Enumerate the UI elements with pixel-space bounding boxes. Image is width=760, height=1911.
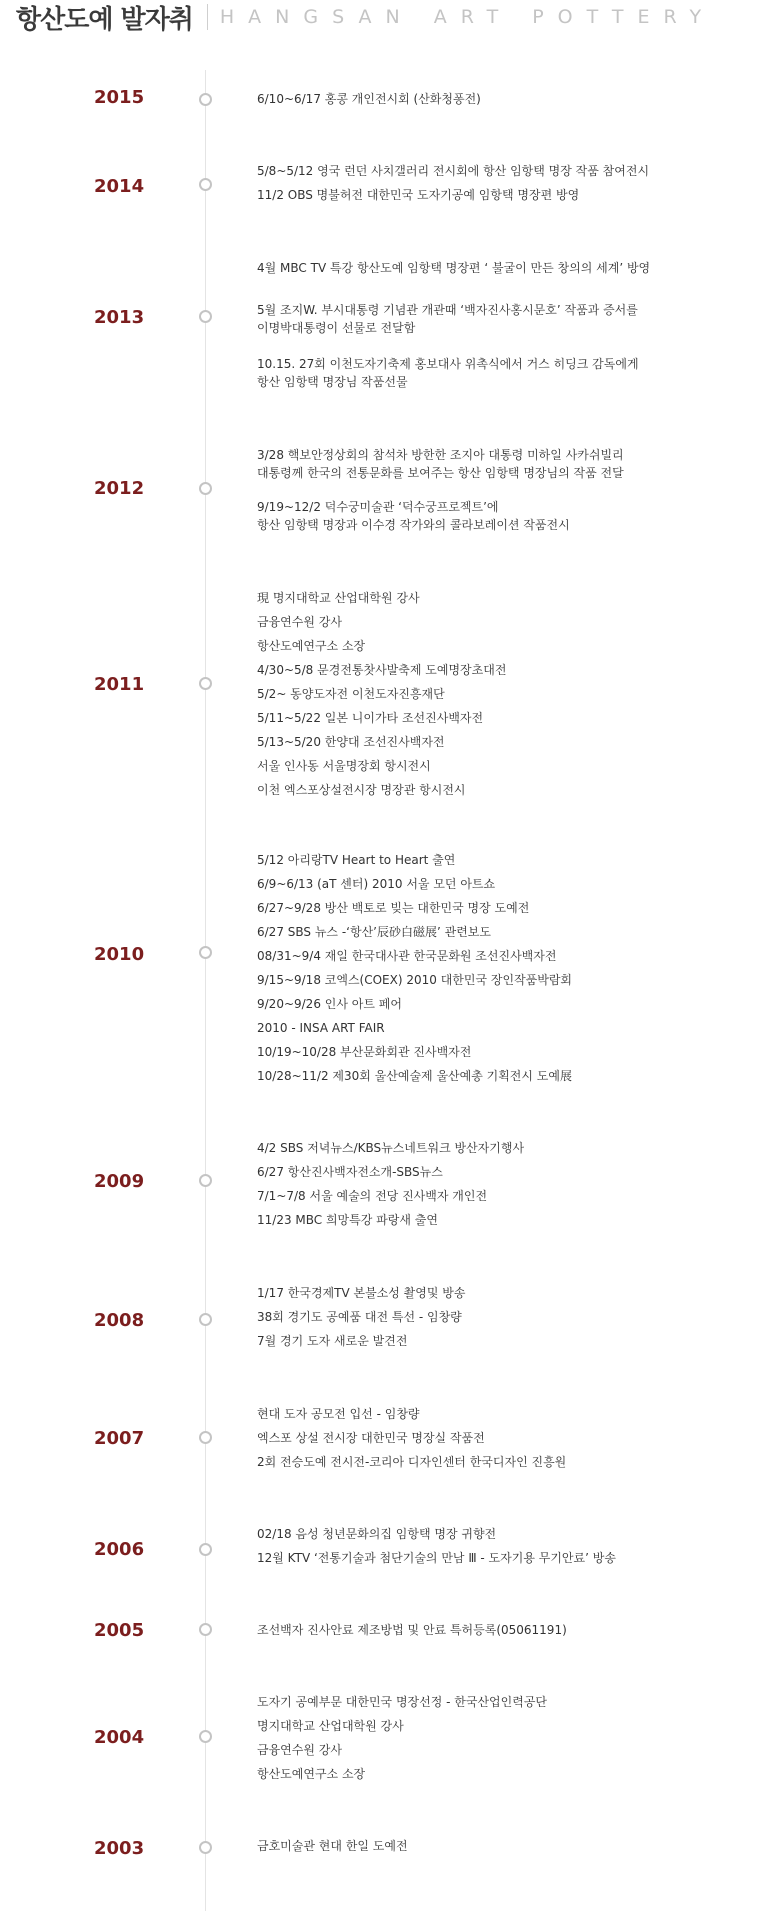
event-item: 9/15~9/18 코엑스(COEX) 2010 대한민국 장인작품박람회 [257, 973, 573, 987]
event-item: 5/11~5/22 일본 니이가타 조선진사백자전 [257, 711, 484, 725]
page-header [16, 0, 715, 34]
event-item: 2010 - INSA ART FAIR [257, 1021, 385, 1035]
timeline-dot-icon [199, 1623, 212, 1636]
event-item: 항산도예연구소 소장 [257, 639, 366, 653]
event-item: 4/30~5/8 문경전통찻사발축제 도예명장초대전 [257, 663, 507, 677]
event-item: 5/13~5/20 한양대 조선진사백자전 [257, 735, 445, 749]
timeline-dot-icon [199, 1841, 212, 1854]
timeline-dot-icon [199, 93, 212, 106]
event-item: 도자기 공예부문 대한민국 명장선정 - 한국산업인력공단 [257, 1695, 548, 1709]
event-item: 08/31~9/4 재일 한국대사관 한국문화원 조선진사백자전 [257, 949, 557, 963]
event-item: 7/1~7/8 서울 예술의 전당 진사백자 개인전 [257, 1189, 488, 1203]
year-label: 2015 [94, 87, 145, 108]
event-item: 6/27 항산진사백자전소개-SBS뉴스 [257, 1165, 443, 1179]
event-item: 5/8~5/12 영국 런던 사치갤러리 전시회에 항산 임항택 명장 작품 참여전시 [257, 164, 650, 178]
year-label: 2010 [94, 944, 145, 965]
year-label: 2006 [94, 1539, 145, 1560]
timeline-dot-icon [199, 178, 212, 191]
event-item: 엑스포 상설 전시장 대한민국 명장실 작품전 [257, 1431, 485, 1445]
year-label: 2014 [94, 176, 145, 197]
timeline-dot-icon [199, 310, 212, 323]
event-item: 이천 엑스포상설전시장 명장관 항시전시 [257, 783, 466, 797]
year-label: 2007 [94, 1428, 145, 1449]
event-item: 현대 도자 공모전 입선 - 임창량 [257, 1407, 420, 1421]
timeline-dot-icon [199, 482, 212, 495]
event-item: 9/20~9/26 인사 아트 페어 [257, 997, 402, 1011]
timeline-dot-icon [199, 1313, 212, 1326]
event-item: 12월 KTV ‘전통기술과 첨단기술의 만남 Ⅲ - 도자기용 무기안료’ 방송 [257, 1551, 616, 1565]
event-item: 항산 임항택 명장님 작품선물 [257, 375, 408, 389]
event-item: 4/2 SBS 저녁뉴스/KBS뉴스네트워크 방산자기행사 [257, 1141, 525, 1155]
year-label: 2011 [94, 674, 145, 695]
event-item: 1/17 한국경제TV 본불소성 촬영및 방송 [257, 1286, 466, 1300]
year-label: 2013 [94, 307, 145, 328]
event-item: 11/2 OBS 명불허전 대한민국 도자기공예 임항택 명장편 방영 [257, 188, 580, 202]
event-item: 이명박대통령이 선물로 전달함 [257, 321, 416, 335]
timeline-dot-icon [199, 677, 212, 690]
year-label: 2008 [94, 1310, 145, 1331]
page-subtitle: HANGSAN ART POTTERY [219, 6, 716, 28]
timeline-dot-icon [199, 1174, 212, 1187]
event-item: 9/19~12/2 덕수궁미술관 ‘덕수궁프로젝트’에 [257, 500, 499, 514]
event-item: 6/27~9/28 방산 백토로 빚는 대한민국 명장 도예전 [257, 901, 530, 915]
event-item: 5/2~ 동양도자전 이천도자진흥재단 [257, 687, 445, 701]
event-item: 7월 경기 도자 새로운 발견전 [257, 1334, 408, 1348]
event-item: 6/9~6/13 (aT 센터) 2010 서울 모던 아트쇼 [257, 877, 496, 891]
event-item: 4월 MBC TV 특강 항산도예 임항택 명장편 ‘ 불굴이 만든 창의의 세계’ 방영 [257, 261, 651, 275]
event-item: 조선백자 진사안료 제조방법 및 안료 특허등록(05061191) [257, 1623, 567, 1637]
event-item: 명지대학교 산업대학원 강사 [257, 1719, 404, 1733]
event-item: 6/27 SBS 뉴스 -‘항산’辰砂白磁展’ 관련보도 [257, 925, 491, 939]
year-label: 2009 [94, 1171, 145, 1192]
event-item: 금융연수원 강사 [257, 1743, 342, 1757]
timeline-dot-icon [199, 1543, 212, 1556]
event-item: 2회 전승도예 전시전-코리아 디자인센터 한국디자인 진흥원 [257, 1455, 567, 1469]
event-item: 11/23 MBC 희망특강 파랑새 출연 [257, 1213, 438, 1227]
event-item: 금호미술관 현대 한일 도예전 [257, 1839, 408, 1853]
header-divider [207, 4, 208, 30]
event-item: 3/28 핵보안정상회의 참석차 방한한 조지아 대통령 미하일 사카쉬빌리 [257, 448, 624, 462]
timeline-dot-icon [199, 1431, 212, 1444]
event-item: 금융연수원 강사 [257, 615, 342, 629]
event-item: 항산 임항택 명장과 이수경 작가와의 콜라보레이션 작품전시 [257, 518, 570, 532]
event-item: 6/10~6/17 홍콩 개인전시회 (산화청퐁전) [257, 92, 481, 106]
page-title: 항산도예 발자취 [16, 4, 193, 35]
event-item: 10.15. 27회 이천도자기축제 홍보대사 위촉식에서 거스 히딩크 감독에게 [257, 357, 639, 371]
year-label: 2003 [94, 1838, 145, 1859]
timeline-dot-icon [199, 1730, 212, 1743]
timeline-dot-icon [199, 946, 212, 959]
event-item: 대통령께 한국의 전통문화를 보여주는 항산 임항택 명장님의 작품 전달 [257, 466, 624, 480]
year-label: 2012 [94, 478, 145, 499]
event-item: 02/18 음성 청년문화의집 임항택 명장 귀향전 [257, 1527, 497, 1541]
year-label: 2004 [94, 1727, 145, 1748]
event-item: 항산도예연구소 소장 [257, 1767, 366, 1781]
event-item: 現 명지대학교 산업대학원 강사 [257, 591, 420, 605]
year-label: 2005 [94, 1620, 145, 1641]
event-item: 5/12 아리랑TV Heart to Heart 출연 [257, 853, 456, 867]
event-item: 5월 조지W. 부시대통령 기념관 개관때 ‘백자진사홍시문호’ 작품과 증서를 [257, 303, 638, 317]
event-item: 38회 경기도 공예품 대전 특선 - 임창량 [257, 1310, 462, 1324]
event-item: 10/19~10/28 부산문화회관 진사백자전 [257, 1045, 472, 1059]
event-item: 서울 인사동 서울명장회 항시전시 [257, 759, 431, 773]
event-item: 10/28~11/2 제30회 울산예술제 울산예총 기획전시 도예展 [257, 1069, 572, 1083]
